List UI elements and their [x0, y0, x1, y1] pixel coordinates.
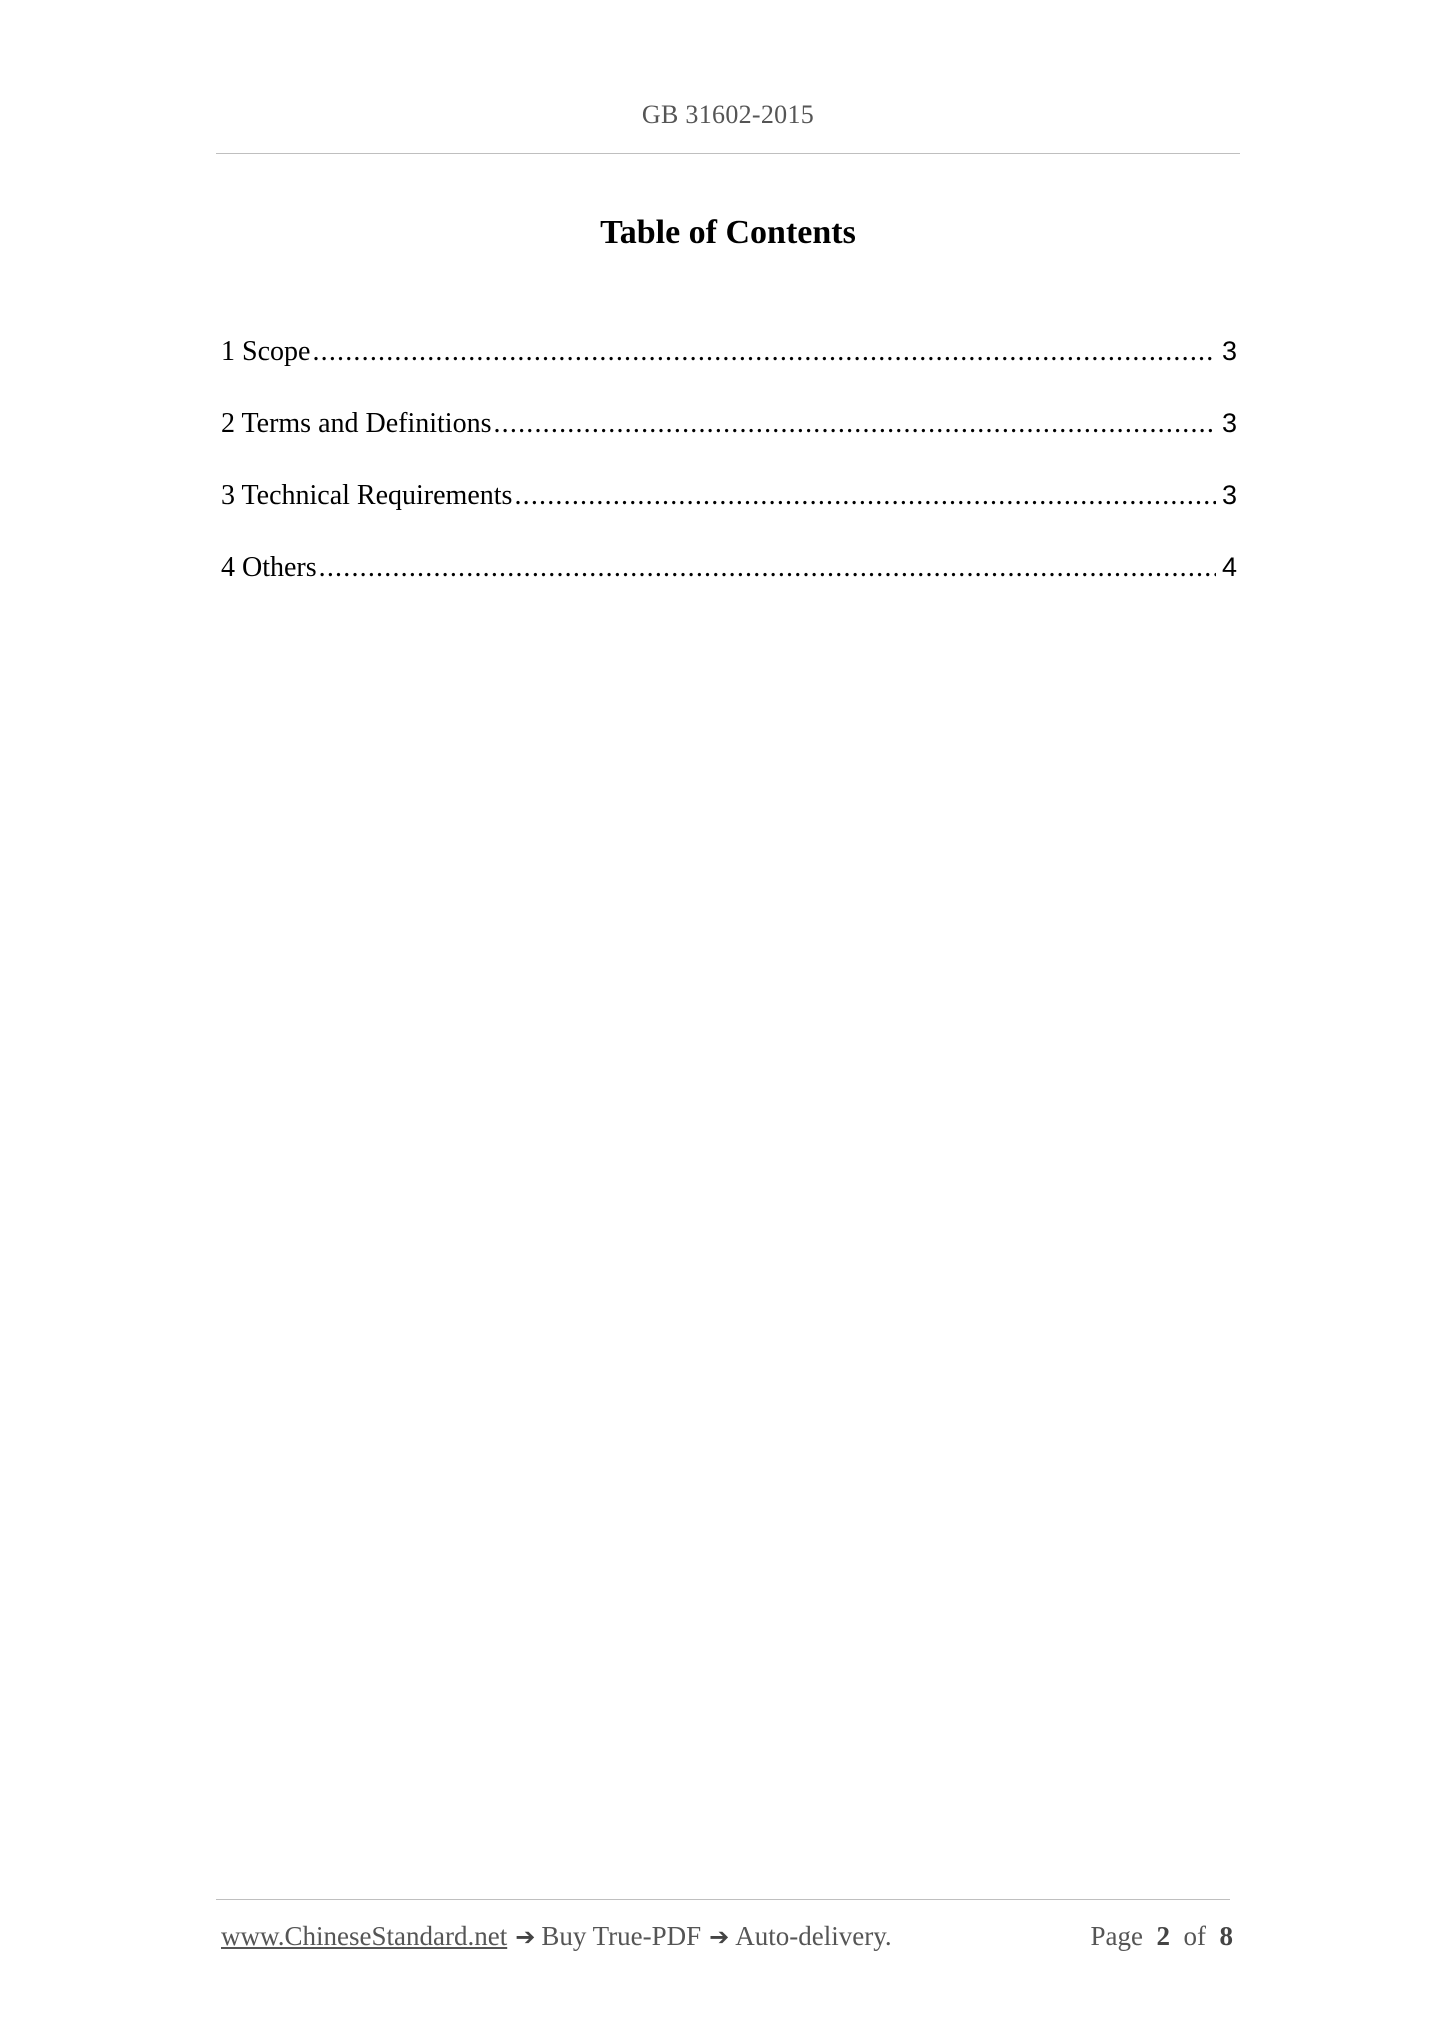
current-page-number: 2: [1156, 1921, 1170, 1951]
page-footer: [221, 1921, 1233, 1952]
toc-entry-terms-and-definitions[interactable]: [221, 408, 1237, 480]
toc-entry-technical-requirements[interactable]: [221, 480, 1237, 552]
toc-leader-dots: [514, 480, 1216, 512]
page-indicator: [1091, 1921, 1233, 1952]
footer-promo: [221, 1921, 892, 1952]
toc-entry-label: 1 Scope: [221, 336, 311, 367]
page-word: Page: [1090, 1921, 1143, 1951]
toc-entry-page: 4: [1221, 552, 1237, 582]
header-divider: [216, 153, 1240, 154]
toc-list: [221, 336, 1237, 624]
toc-entry-page: 3: [1221, 408, 1237, 438]
toc-entry-page: 3: [1221, 336, 1237, 366]
toc-entry-label: 3 Technical Requirements: [221, 480, 513, 511]
toc-entry-label: 2 Terms and Definitions: [221, 408, 492, 439]
toc-leader-dots: [312, 336, 1216, 368]
right-arrow-icon: ➔: [515, 1923, 536, 1951]
toc-leader-dots: [493, 408, 1215, 440]
site-link[interactable]: www.ChineseStandard.net: [221, 1921, 508, 1951]
page-header: GB 31602-2015: [641, 100, 815, 129]
right-arrow-icon: ➔: [709, 1923, 730, 1951]
auto-delivery-text: Auto-delivery.: [735, 1921, 892, 1951]
toc-entry-others[interactable]: [221, 552, 1237, 624]
toc-entry-page: 3: [1221, 480, 1237, 510]
toc-entry-label: 4 Others: [221, 552, 317, 583]
total-pages-number: 8: [1219, 1921, 1233, 1951]
toc-leader-dots: [319, 552, 1216, 584]
toc-entry-scope[interactable]: [221, 336, 1237, 408]
buy-true-pdf-text: Buy True-PDF: [541, 1921, 702, 1951]
footer-divider: [216, 1899, 1230, 1900]
toc-title: Table of Contents: [600, 214, 856, 251]
of-word: of: [1183, 1921, 1206, 1951]
